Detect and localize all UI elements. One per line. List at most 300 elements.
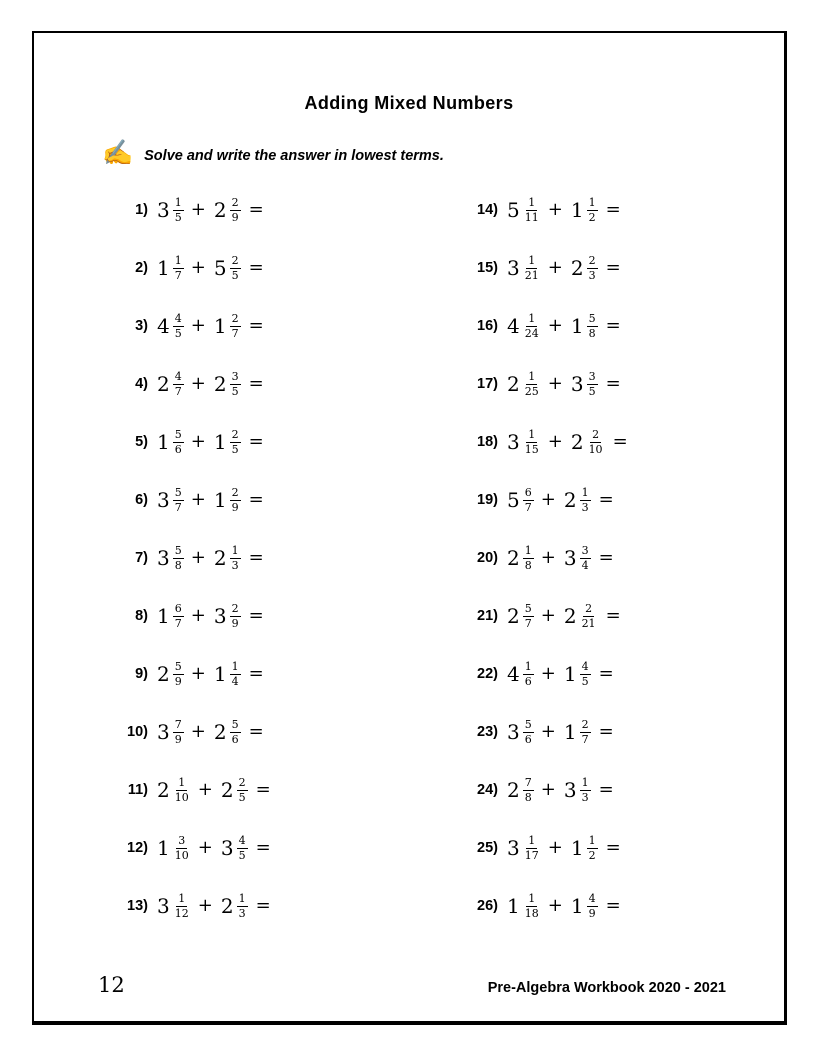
problem-row <box>110 355 271 413</box>
plus-sign: + <box>190 315 206 336</box>
denominator-2: 5 <box>581 674 589 688</box>
numerator-1: 1 <box>528 428 536 442</box>
whole-number-2: 3 <box>570 372 584 396</box>
plus-sign: + <box>547 837 563 858</box>
plus-sign: + <box>540 721 556 742</box>
numerator-1: 3 <box>178 834 186 848</box>
denominator-1: 7 <box>174 384 182 398</box>
problem-row <box>110 877 271 935</box>
fraction-2 <box>587 892 598 919</box>
numerator-1: 5 <box>174 486 182 500</box>
problem-number: 20) <box>477 550 498 566</box>
problem-row <box>460 181 628 239</box>
fraction-1 <box>173 370 184 397</box>
equals-sign: = <box>605 837 621 858</box>
fraction-1 <box>523 834 541 861</box>
problem-number: 21) <box>477 608 498 624</box>
plus-sign: + <box>190 431 206 452</box>
numerator-1: 1 <box>524 660 532 674</box>
numerator-2: 2 <box>585 602 593 616</box>
numerator-2: 2 <box>231 312 239 326</box>
problem-number: 6) <box>135 492 148 508</box>
whole-number-1: 3 <box>507 430 520 454</box>
plus-sign: + <box>547 199 563 220</box>
problem-number: 1) <box>135 202 148 218</box>
whole-number-1: 4 <box>157 314 170 338</box>
denominator-2: 3 <box>588 268 596 282</box>
equals-sign: = <box>248 315 264 336</box>
problem-expression <box>507 602 621 629</box>
problem-row <box>110 297 271 355</box>
problem-row <box>110 471 271 529</box>
equals-sign: = <box>248 489 264 510</box>
whole-number-2: 2 <box>213 720 227 744</box>
equals-sign: = <box>598 663 614 684</box>
denominator-2: 5 <box>238 848 246 862</box>
whole-number-1: 3 <box>157 198 170 222</box>
fraction-2 <box>230 370 241 397</box>
whole-number-2: 1 <box>213 488 227 512</box>
denominator-1: 8 <box>524 558 532 572</box>
numerator-1: 1 <box>178 892 186 906</box>
whole-number-2: 1 <box>213 430 227 454</box>
denominator-1: 15 <box>524 442 539 456</box>
problem-expression <box>157 312 264 339</box>
fraction-2 <box>230 486 241 513</box>
problem-number: 15) <box>477 260 498 276</box>
denominator-2: 5 <box>231 442 239 456</box>
plus-sign: + <box>540 489 556 510</box>
problem-row <box>110 239 271 297</box>
whole-number-2: 2 <box>570 256 584 280</box>
whole-number-1: 4 <box>507 314 520 338</box>
numerator-1: 1 <box>528 834 536 848</box>
numerator-2: 3 <box>581 544 589 558</box>
equals-sign: = <box>248 199 264 220</box>
fraction-1 <box>523 660 534 687</box>
whole-number-2: 3 <box>563 546 577 570</box>
whole-number-1: 3 <box>157 894 170 918</box>
denominator-1: 9 <box>174 674 182 688</box>
problem-expression <box>507 544 614 571</box>
problem-row <box>110 645 271 703</box>
whole-number-1: 2 <box>157 662 170 686</box>
plus-sign: + <box>190 489 206 510</box>
fraction-1 <box>523 776 534 803</box>
numerator-2: 2 <box>238 776 246 790</box>
denominator-2: 3 <box>581 500 589 514</box>
problem-expression <box>157 196 264 223</box>
numerator-1: 1 <box>174 196 182 210</box>
problem-number: 26) <box>477 898 498 914</box>
fraction-2 <box>230 196 241 223</box>
equals-sign: = <box>248 547 264 568</box>
whole-number-1: 5 <box>507 488 520 512</box>
problem-expression <box>157 834 271 861</box>
plus-sign: + <box>540 663 556 684</box>
denominator-2: 2 <box>588 848 596 862</box>
whole-number-2: 5 <box>213 256 227 280</box>
problem-row <box>460 877 628 935</box>
problem-expression <box>507 254 621 281</box>
fraction-1 <box>523 312 541 339</box>
whole-number-1: 1 <box>157 604 170 628</box>
numerator-2: 1 <box>581 486 589 500</box>
denominator-2: 2 <box>588 210 596 224</box>
equals-sign: = <box>255 895 271 916</box>
page-border <box>32 31 787 1025</box>
fraction-2 <box>587 312 598 339</box>
fraction-1 <box>523 254 541 281</box>
numerator-1: 7 <box>174 718 182 732</box>
problem-row <box>460 471 628 529</box>
numerator-2: 2 <box>231 486 239 500</box>
fraction-2 <box>230 312 241 339</box>
whole-number-1: 4 <box>507 662 520 686</box>
denominator-1: 7 <box>174 500 182 514</box>
fraction-1 <box>173 834 191 861</box>
denominator-2: 10 <box>588 442 603 456</box>
fraction-2 <box>587 834 598 861</box>
fraction-1 <box>173 660 184 687</box>
plus-sign: + <box>197 837 213 858</box>
fraction-1 <box>173 892 191 919</box>
whole-number-1: 2 <box>507 778 520 802</box>
problem-expression <box>507 486 614 513</box>
plus-sign: + <box>547 895 563 916</box>
denominator-1: 7 <box>174 616 182 630</box>
plus-sign: + <box>190 605 206 626</box>
numerator-1: 1 <box>178 776 186 790</box>
equals-sign: = <box>598 489 614 510</box>
numerator-1: 4 <box>174 312 182 326</box>
denominator-1: 18 <box>524 906 539 920</box>
problem-number: 3) <box>135 318 148 334</box>
numerator-2: 1 <box>588 196 596 210</box>
fraction-1 <box>523 428 541 455</box>
problems-column-right <box>460 181 628 935</box>
equals-sign: = <box>248 373 264 394</box>
denominator-2: 9 <box>231 616 239 630</box>
denominator-2: 5 <box>231 268 239 282</box>
denominator-2: 6 <box>231 732 239 746</box>
whole-number-1: 1 <box>507 894 520 918</box>
numerator-1: 1 <box>528 254 536 268</box>
numerator-1: 1 <box>528 370 536 384</box>
denominator-1: 21 <box>524 268 539 282</box>
equals-sign: = <box>605 315 621 336</box>
fraction-2 <box>587 196 598 223</box>
problem-expression <box>157 602 264 629</box>
problem-row <box>110 703 271 761</box>
fraction-1 <box>173 254 184 281</box>
fraction-1 <box>523 544 534 571</box>
whole-number-1: 2 <box>157 372 170 396</box>
instruction-row <box>102 139 444 168</box>
whole-number-1: 3 <box>157 720 170 744</box>
fraction-1 <box>523 196 541 223</box>
numerator-2: 4 <box>581 660 589 674</box>
denominator-2: 7 <box>231 326 239 340</box>
problem-row <box>460 703 628 761</box>
problem-number: 8) <box>135 608 148 624</box>
equals-sign: = <box>598 721 614 742</box>
whole-number-2: 1 <box>563 662 577 686</box>
numerator-2: 2 <box>588 254 596 268</box>
equals-sign: = <box>248 431 264 452</box>
writing-hand-icon: ✍ <box>102 139 134 167</box>
fraction-1 <box>173 428 184 455</box>
denominator-1: 11 <box>524 210 539 224</box>
equals-sign: = <box>605 895 621 916</box>
fraction-2 <box>230 602 241 629</box>
problem-row <box>110 529 271 587</box>
denominator-2: 4 <box>581 558 589 572</box>
denominator-1: 7 <box>524 616 532 630</box>
equals-sign: = <box>605 373 621 394</box>
problems-column-left <box>110 181 271 935</box>
fraction-2 <box>580 486 591 513</box>
problem-number: 16) <box>477 318 498 334</box>
fraction-2 <box>230 428 241 455</box>
problem-row <box>460 645 628 703</box>
plus-sign: + <box>540 547 556 568</box>
plus-sign: + <box>190 721 206 742</box>
page-number: 12 <box>98 973 125 997</box>
problem-number: 10) <box>127 724 148 740</box>
problem-expression <box>507 428 628 455</box>
fraction-1 <box>173 312 184 339</box>
equals-sign: = <box>612 431 628 452</box>
numerator-1: 5 <box>174 544 182 558</box>
numerator-1: 1 <box>528 312 536 326</box>
numerator-2: 2 <box>581 718 589 732</box>
denominator-1: 12 <box>174 906 189 920</box>
problem-expression <box>157 776 271 803</box>
problem-number: 23) <box>477 724 498 740</box>
numerator-2: 2 <box>231 196 239 210</box>
whole-number-1: 3 <box>157 546 170 570</box>
whole-number-1: 3 <box>507 836 520 860</box>
whole-number-2: 3 <box>563 778 577 802</box>
fraction-1 <box>523 602 534 629</box>
numerator-2: 2 <box>231 254 239 268</box>
fraction-2 <box>230 544 241 571</box>
plus-sign: + <box>190 257 206 278</box>
whole-number-2: 2 <box>220 778 234 802</box>
problem-number: 17) <box>477 376 498 392</box>
equals-sign: = <box>605 605 621 626</box>
whole-number-1: 3 <box>507 256 520 280</box>
whole-number-2: 1 <box>570 894 584 918</box>
equals-sign: = <box>598 547 614 568</box>
page-footer <box>98 973 726 997</box>
equals-sign: = <box>598 779 614 800</box>
whole-number-2: 2 <box>220 894 234 918</box>
plus-sign: + <box>197 779 213 800</box>
numerator-1: 5 <box>524 718 532 732</box>
plus-sign: + <box>547 257 563 278</box>
plus-sign: + <box>197 895 213 916</box>
problem-expression <box>507 660 614 687</box>
equals-sign: = <box>605 257 621 278</box>
problem-expression <box>157 486 264 513</box>
problem-row <box>460 355 628 413</box>
problem-number: 24) <box>477 782 498 798</box>
equals-sign: = <box>248 605 264 626</box>
denominator-1: 9 <box>174 732 182 746</box>
whole-number-2: 2 <box>563 488 577 512</box>
fraction-1 <box>173 196 184 223</box>
numerator-2: 3 <box>588 370 596 384</box>
plus-sign: + <box>540 779 556 800</box>
whole-number-2: 1 <box>570 314 584 338</box>
problem-expression <box>157 718 264 745</box>
numerator-2: 5 <box>231 718 239 732</box>
problem-expression <box>157 892 271 919</box>
equals-sign: = <box>255 837 271 858</box>
problem-expression <box>507 834 621 861</box>
plus-sign: + <box>547 373 563 394</box>
denominator-1: 10 <box>174 790 189 804</box>
problem-number: 18) <box>477 434 498 450</box>
problem-expression <box>157 370 264 397</box>
denominator-2: 7 <box>581 732 589 746</box>
fraction-2 <box>580 602 598 629</box>
plus-sign: + <box>190 547 206 568</box>
equals-sign: = <box>248 721 264 742</box>
numerator-1: 5 <box>174 428 182 442</box>
numerator-2: 2 <box>592 428 600 442</box>
numerator-1: 5 <box>174 660 182 674</box>
problem-row <box>110 413 271 471</box>
plus-sign: + <box>190 373 206 394</box>
denominator-1: 24 <box>524 326 539 340</box>
problem-number: 14) <box>477 202 498 218</box>
book-title: Pre-Algebra Workbook 2020 - 2021 <box>487 980 726 996</box>
problem-row <box>110 819 271 877</box>
numerator-2: 1 <box>581 776 589 790</box>
fraction-2 <box>580 544 591 571</box>
fraction-2 <box>230 718 241 745</box>
fraction-2 <box>580 718 591 745</box>
plus-sign: + <box>190 663 206 684</box>
fraction-2 <box>587 428 605 455</box>
denominator-1: 8 <box>174 558 182 572</box>
plus-sign: + <box>540 605 556 626</box>
numerator-1: 1 <box>524 544 532 558</box>
fraction-2 <box>580 660 591 687</box>
denominator-2: 3 <box>231 558 239 572</box>
fraction-1 <box>173 718 184 745</box>
numerator-2: 4 <box>238 834 246 848</box>
denominator-2: 8 <box>588 326 596 340</box>
whole-number-1: 2 <box>507 546 520 570</box>
instruction-text: Solve and write the answer in lowest terms. <box>144 147 444 164</box>
problem-number: 13) <box>127 898 148 914</box>
problem-row <box>460 413 628 471</box>
denominator-1: 7 <box>524 500 532 514</box>
problem-expression <box>157 428 264 455</box>
whole-number-1: 3 <box>507 720 520 744</box>
problem-expression <box>507 892 621 919</box>
numerator-2: 4 <box>588 892 596 906</box>
problem-number: 7) <box>135 550 148 566</box>
problem-expression <box>507 312 621 339</box>
numerator-1: 6 <box>524 486 532 500</box>
fraction-2 <box>580 776 591 803</box>
fraction-1 <box>523 370 541 397</box>
fraction-1 <box>173 776 191 803</box>
denominator-2: 3 <box>238 906 246 920</box>
denominator-1: 6 <box>174 442 182 456</box>
problem-expression <box>157 660 264 687</box>
plus-sign: + <box>190 199 206 220</box>
numerator-2: 2 <box>231 428 239 442</box>
denominator-2: 3 <box>581 790 589 804</box>
denominator-1: 10 <box>174 848 189 862</box>
plus-sign: + <box>547 315 563 336</box>
numerator-1: 5 <box>524 602 532 616</box>
problem-expression <box>157 254 264 281</box>
problem-row <box>110 761 271 819</box>
denominator-2: 5 <box>238 790 246 804</box>
numerator-2: 1 <box>238 892 246 906</box>
numerator-1: 7 <box>524 776 532 790</box>
problem-number: 22) <box>477 666 498 682</box>
problem-expression <box>507 196 621 223</box>
numerator-1: 1 <box>528 196 536 210</box>
fraction-1 <box>173 544 184 571</box>
numerator-2: 3 <box>231 370 239 384</box>
fraction-1 <box>523 486 534 513</box>
fraction-1 <box>523 718 534 745</box>
fraction-1 <box>523 892 541 919</box>
denominator-2: 21 <box>581 616 596 630</box>
fraction-2 <box>237 892 248 919</box>
problem-expression <box>507 718 614 745</box>
denominator-1: 17 <box>524 848 539 862</box>
denominator-2: 9 <box>231 500 239 514</box>
whole-number-2: 2 <box>563 604 577 628</box>
whole-number-2: 2 <box>213 198 227 222</box>
numerator-2: 1 <box>231 660 239 674</box>
denominator-1: 5 <box>174 326 182 340</box>
page-title: Adding Mixed Numbers <box>304 93 514 113</box>
numerator-2: 5 <box>588 312 596 326</box>
problem-number: 4) <box>135 376 148 392</box>
equals-sign: = <box>248 663 264 684</box>
whole-number-1: 1 <box>157 836 170 860</box>
denominator-2: 9 <box>231 210 239 224</box>
problem-expression <box>507 776 614 803</box>
problem-row <box>460 587 628 645</box>
fraction-2 <box>237 834 248 861</box>
fraction-2 <box>230 254 241 281</box>
problem-expression <box>507 370 621 397</box>
denominator-2: 5 <box>588 384 596 398</box>
problem-expression <box>157 544 264 571</box>
whole-number-1: 2 <box>157 778 170 802</box>
whole-number-2: 1 <box>213 314 227 338</box>
problem-number: 5) <box>135 434 148 450</box>
denominator-1: 6 <box>524 732 532 746</box>
denominator-2: 9 <box>588 906 596 920</box>
problem-number: 2) <box>135 260 148 276</box>
denominator-1: 8 <box>524 790 532 804</box>
problem-row <box>460 529 628 587</box>
whole-number-1: 1 <box>157 430 170 454</box>
